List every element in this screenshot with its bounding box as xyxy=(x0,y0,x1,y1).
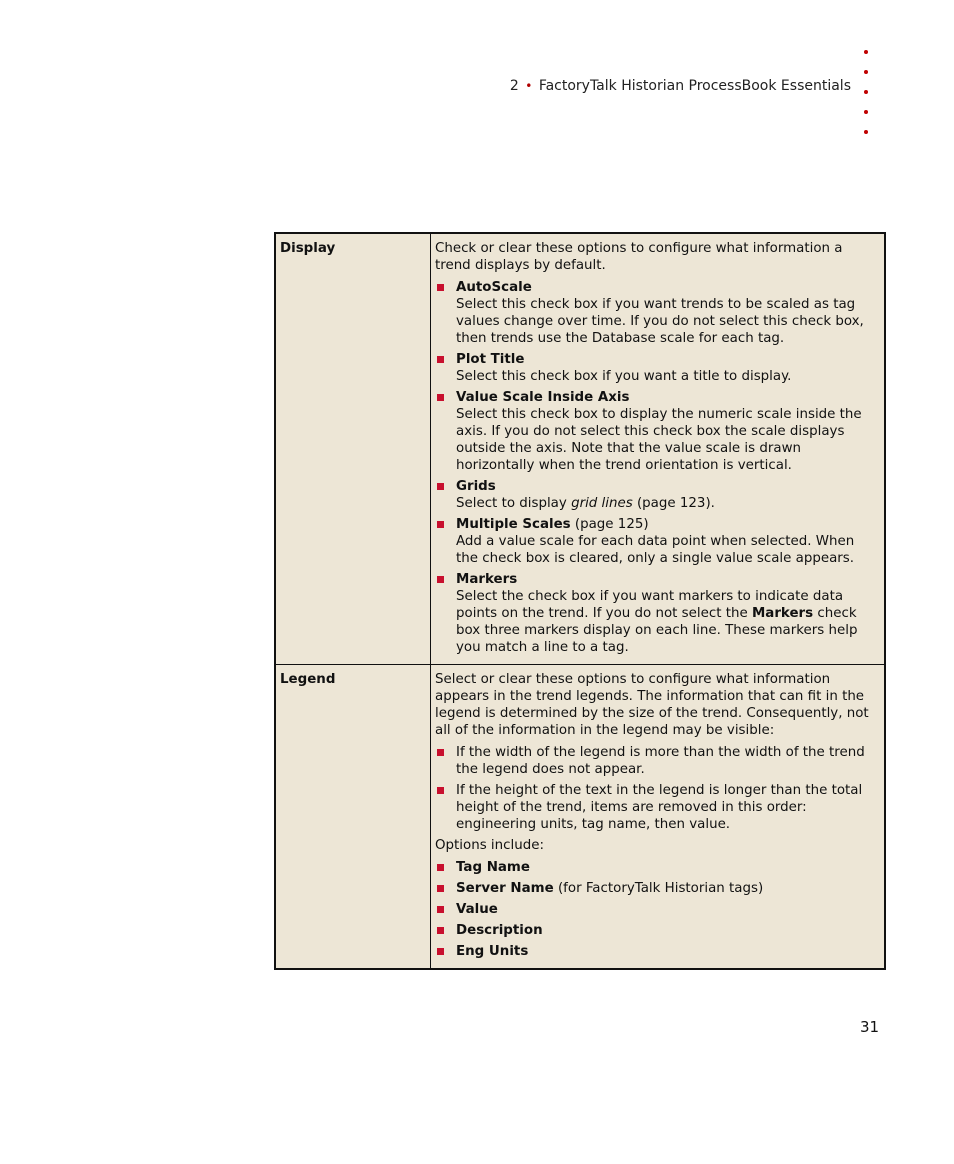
legend-intro: Select or clear these options to configure what information appears in the trend legends. The information that can fit in the legend is determined by the size of the trend. Consequently, not all of the information in the legend may be visible: xyxy=(435,672,869,738)
margin-dot xyxy=(864,70,868,74)
item-title: Tag Name xyxy=(456,860,530,875)
item-title: Markers xyxy=(456,572,518,587)
display-options-list xyxy=(435,279,880,656)
chapter-title: FactoryTalk Historian ProcessBook Essentials xyxy=(538,78,851,94)
options-table xyxy=(274,232,886,970)
option-description xyxy=(431,665,886,970)
item-description-pre: Select the check box if you want markers to indicate data points on the trend. If you do not select the xyxy=(456,589,844,621)
option-description xyxy=(431,233,886,665)
list-item xyxy=(435,901,880,918)
item-title: Plot Title xyxy=(456,352,525,367)
list-item: If the height of the text in the legend is longer than the total height of the trend, items are removed in this order: engineering units, tag name, then value. xyxy=(435,782,880,833)
margin-dot xyxy=(864,90,868,94)
item-title: Value Scale Inside Axis xyxy=(456,390,630,405)
margin-dot xyxy=(864,50,868,54)
item-title: Value xyxy=(456,902,498,917)
legend-options-list xyxy=(435,859,880,960)
grid-lines-link[interactable]: grid lines xyxy=(571,496,633,511)
display-intro: Check or clear these options to configure what information a trend displays by default. xyxy=(435,241,843,273)
table-row-display xyxy=(275,233,885,665)
item-title: Server Name xyxy=(456,881,554,896)
table-row-legend xyxy=(275,665,885,970)
option-name: Display xyxy=(275,233,431,665)
margin-dot xyxy=(864,110,868,114)
running-header xyxy=(510,78,851,94)
item-description-post: check box three markers display on each line. These markers help you match a line to a tag. xyxy=(456,606,858,655)
legend-notes-list xyxy=(435,744,880,833)
list-item xyxy=(435,943,880,960)
option-name: Legend xyxy=(275,665,431,970)
list-item xyxy=(435,859,880,876)
item-title: AutoScale xyxy=(456,280,532,295)
item-description-pre: Select to display xyxy=(456,496,572,511)
list-item xyxy=(435,880,880,897)
item-description: Select this check box to display the numeric scale inside the axis. If you do not select this check box the scale displays outside the axis. Note that the value scale is drawn horizontally when the trend orientation is vertical. xyxy=(456,407,862,473)
item-suffix: (for FactoryTalk Historian tags) xyxy=(553,881,764,896)
multiple-scales-link[interactable]: Multiple Scales xyxy=(456,517,571,532)
item-title-suffix: (page 125) xyxy=(570,517,649,532)
item-description: Select this check box if you want trends to be scaled as tag values change over time. If you do not select this check box, then trends use the Database scale for each tag. xyxy=(456,297,864,346)
list-item xyxy=(435,516,880,567)
margin-dots xyxy=(864,50,874,150)
item-title: Description xyxy=(456,923,543,938)
list-item xyxy=(435,389,880,474)
item-title: Eng Units xyxy=(456,944,529,959)
list-item: If the width of the legend is more than the width of the trend the legend does not appear. xyxy=(435,744,880,778)
header-separator: • xyxy=(525,79,533,93)
chapter-number: 2 xyxy=(509,78,519,94)
item-title: Grids xyxy=(456,479,496,494)
list-item xyxy=(435,478,880,512)
item-description-bold: Markers xyxy=(751,606,814,621)
item-description: Select this check box if you want a title to display. xyxy=(456,369,792,384)
item-description: Add a value scale for each data point when selected. When the check box is cleared, only a single value scale appears. xyxy=(456,534,855,566)
item-description-post: (page 123). xyxy=(632,496,715,511)
margin-dot xyxy=(864,130,868,134)
options-label: Options include: xyxy=(435,838,544,853)
list-item xyxy=(435,279,880,347)
list-item xyxy=(435,571,880,656)
list-item xyxy=(435,351,880,385)
list-item xyxy=(435,922,880,939)
page-number: 31 xyxy=(860,1018,880,1036)
